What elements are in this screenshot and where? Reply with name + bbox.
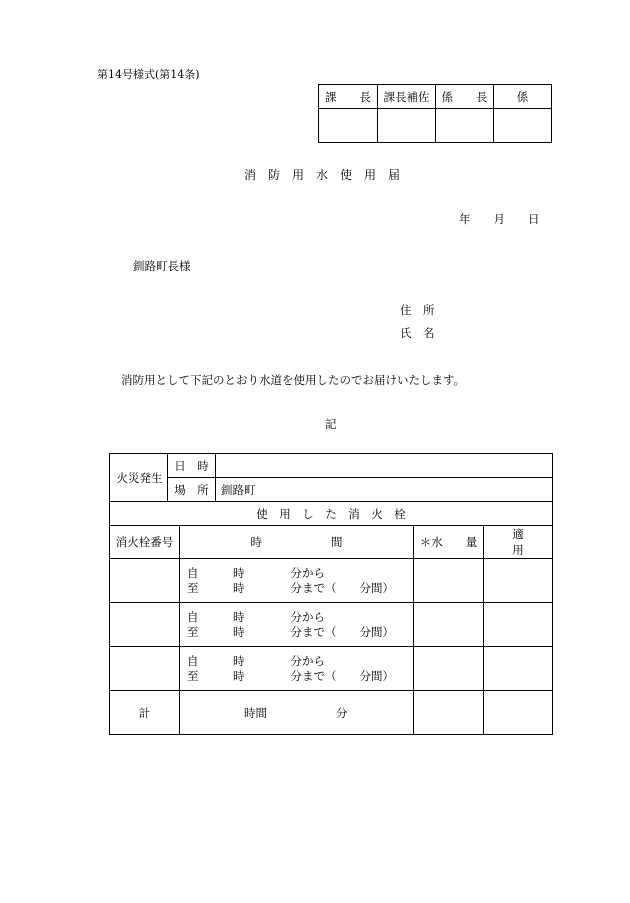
time-cell[interactable]	[180, 603, 414, 647]
approval-header-kakari: 係	[494, 85, 552, 109]
approval-stamp-kacho[interactable]	[319, 109, 378, 143]
hydrant-number-cell[interactable]	[110, 603, 180, 647]
statement: 消防用として下記のとおり水道を使用したのでお届けいたします。	[121, 373, 466, 387]
water-amount-cell[interactable]	[414, 559, 484, 603]
total-remarks-cell[interactable]	[484, 691, 553, 735]
section-header: 使 用 し た 消 火 栓	[110, 502, 553, 526]
col-remarks: 適 用	[484, 526, 553, 559]
datetime-value[interactable]	[216, 454, 553, 478]
hydrant-usage-table	[109, 453, 570, 735]
hydrant-number-cell[interactable]	[110, 559, 180, 603]
time-from: 自 時 分から	[187, 565, 325, 580]
approval-table	[318, 84, 552, 143]
remarks-cell[interactable]	[484, 559, 553, 603]
name-label: 氏 名	[400, 326, 435, 340]
approval-stamp-kacho-hosa[interactable]	[378, 109, 436, 143]
total-time[interactable]: 時間 分	[180, 691, 414, 735]
remarks-cell[interactable]	[484, 603, 553, 647]
date-line: 年 月 日	[459, 212, 540, 226]
time-cell[interactable]	[180, 559, 414, 603]
col-water-amount: ＊水 量	[414, 526, 484, 559]
approval-stamp-kakaricho[interactable]	[436, 109, 494, 143]
total-water-cell[interactable]	[414, 691, 484, 735]
time-to: 至 時 分まで（ 分間）	[187, 668, 394, 683]
addressee: 釧路町長様	[133, 259, 191, 273]
approval-stamp-kakari[interactable]	[494, 109, 552, 143]
approval-header-kakaricho: 係 長	[436, 85, 494, 109]
table-row	[110, 603, 553, 647]
approval-header-kacho: 課 長	[319, 85, 378, 109]
document-title: 消 防 用 水 使 用 届	[244, 168, 401, 182]
col-time: 時 間	[180, 526, 414, 559]
datetime-label: 日 時	[168, 454, 216, 478]
table-row	[110, 647, 553, 691]
table-row	[110, 559, 553, 603]
approval-header-kacho-hosa: 課長補佐	[378, 85, 436, 109]
ki-mark: 記	[325, 417, 337, 431]
address-label: 住 所	[400, 303, 435, 317]
hydrant-number-cell[interactable]	[110, 647, 180, 691]
place-value[interactable]: 釧路町	[216, 478, 553, 502]
form-number: 第14号様式(第14条)	[97, 68, 200, 81]
total-label: 計	[110, 691, 180, 735]
time-cell[interactable]	[180, 647, 414, 691]
time-from: 自 時 分から	[187, 653, 325, 668]
time-to: 至 時 分まで（ 分間）	[187, 580, 394, 595]
col-hydrant-number: 消火栓番号	[110, 526, 180, 559]
place-label: 場 所	[168, 478, 216, 502]
water-amount-cell[interactable]	[414, 647, 484, 691]
time-from: 自 時 分から	[187, 609, 325, 624]
time-to: 至 時 分まで（ 分間）	[187, 624, 394, 639]
fire-occurrence-label: 火災発生	[110, 454, 168, 502]
remarks-cell[interactable]	[484, 647, 553, 691]
water-amount-cell[interactable]	[414, 603, 484, 647]
